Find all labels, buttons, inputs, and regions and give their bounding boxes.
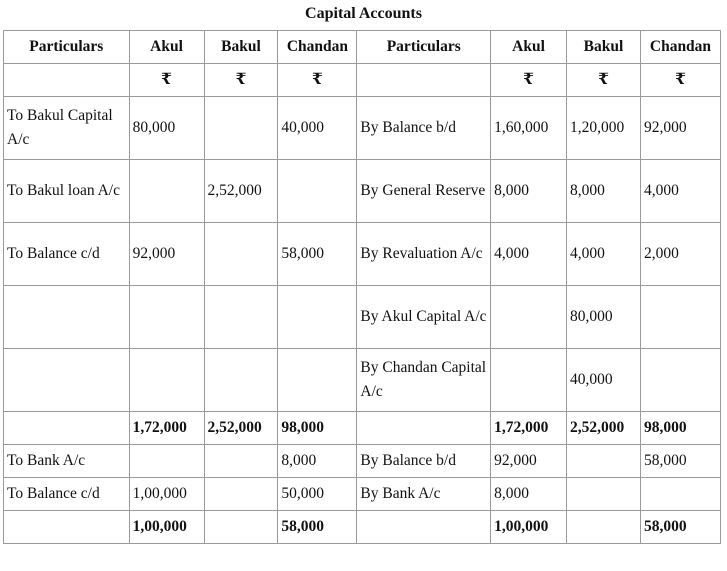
table-cell [4, 511, 130, 544]
table-cell: To Bakul loan A/c [4, 160, 130, 223]
table-cell: 58,000 [278, 223, 357, 286]
table-cell: 80,000 [567, 286, 641, 349]
table-cell: By Bank A/c [357, 478, 491, 511]
total-cell: 58,000 [640, 511, 720, 544]
total-cell [567, 511, 641, 544]
col-bakul-cr: Bakul [567, 31, 641, 64]
currency-symbol: ₹ [491, 64, 567, 97]
total-cell: 98,000 [640, 412, 720, 445]
table-cell: 1,20,000 [567, 97, 641, 160]
total-cell [204, 511, 278, 544]
table-cell: 92,000 [129, 223, 204, 286]
currency-symbol: ₹ [204, 64, 278, 97]
table-cell: 2,52,000 [204, 160, 278, 223]
total-cell: 2,52,000 [567, 412, 641, 445]
table-cell [129, 160, 204, 223]
table-cell: By Akul Capital A/c [357, 286, 491, 349]
table-cell [204, 478, 278, 511]
table-cell: 4,000 [567, 223, 641, 286]
table-cell: 92,000 [491, 445, 567, 478]
table-cell [567, 445, 641, 478]
table-cell [640, 478, 720, 511]
table-cell [567, 478, 641, 511]
table-cell [640, 286, 720, 349]
table-row [4, 445, 721, 478]
table-cell: 80,000 [129, 97, 204, 160]
total-cell: 1,72,000 [129, 412, 204, 445]
table-cell: 40,000 [567, 349, 641, 412]
col-akul-dr: Akul [129, 31, 204, 64]
table-cell: 8,000 [491, 478, 567, 511]
table-row [4, 160, 721, 223]
total-cell: 98,000 [278, 412, 357, 445]
table-cell: 92,000 [640, 97, 720, 160]
table-cell: 50,000 [278, 478, 357, 511]
table-cell [278, 286, 357, 349]
table-cell: To Balance c/d [4, 223, 130, 286]
table-cell: 4,000 [491, 223, 567, 286]
table-row [4, 478, 721, 511]
table-cell [278, 160, 357, 223]
table-cell [491, 349, 567, 412]
table-cell [357, 412, 491, 445]
table-cell: 1,00,000 [129, 478, 204, 511]
table-row [4, 286, 721, 349]
table-cell: By Revaluation A/c [357, 223, 491, 286]
capital-accounts-table [3, 30, 721, 544]
table-cell [278, 349, 357, 412]
table-cell: 8,000 [491, 160, 567, 223]
table-cell [204, 349, 278, 412]
table-cell: 2,000 [640, 223, 720, 286]
table-cell [4, 286, 130, 349]
col-particulars-dr: Particulars [4, 31, 130, 64]
table-cell: 1,60,000 [491, 97, 567, 160]
col-particulars-cr: Particulars [357, 31, 491, 64]
table-cell: By Balance b/d [357, 445, 491, 478]
total-row [4, 412, 721, 445]
total-cell: 1,72,000 [491, 412, 567, 445]
col-akul-cr: Akul [491, 31, 567, 64]
table-title: Capital Accounts [305, 5, 422, 22]
table-cell: By General Reserve [357, 160, 491, 223]
table-cell [129, 286, 204, 349]
table-cell: To Balance c/d [4, 478, 130, 511]
table-row [4, 349, 721, 412]
table-cell [129, 445, 204, 478]
table-cell: To Bakul Capital A/c [4, 97, 130, 160]
currency-symbol: ₹ [278, 64, 357, 97]
currency-symbol: ₹ [129, 64, 204, 97]
table-row [4, 223, 721, 286]
table-cell [4, 349, 130, 412]
header-row [4, 31, 721, 64]
table-cell [640, 349, 720, 412]
table-cell: 8,000 [278, 445, 357, 478]
table-cell [129, 349, 204, 412]
table-cell: By Chandan Capital A/c [357, 349, 491, 412]
table-cell [204, 445, 278, 478]
total-cell: 58,000 [278, 511, 357, 544]
col-chandan-dr: Chandan [278, 31, 357, 64]
table-cell [4, 64, 130, 97]
total-cell: 1,00,000 [491, 511, 567, 544]
table-cell: 4,000 [640, 160, 720, 223]
table-cell: By Balance b/d [357, 97, 491, 160]
table-cell [204, 223, 278, 286]
table-cell: 8,000 [567, 160, 641, 223]
table-row [4, 97, 721, 160]
table-cell: 58,000 [640, 445, 720, 478]
col-chandan-cr: Chandan [640, 31, 720, 64]
table-cell [204, 97, 278, 160]
table-cell [204, 286, 278, 349]
total-cell: 2,52,000 [204, 412, 278, 445]
currency-symbol: ₹ [567, 64, 641, 97]
table-cell [491, 286, 567, 349]
currency-symbol: ₹ [640, 64, 720, 97]
table-cell: To Bank A/c [4, 445, 130, 478]
total-row [4, 511, 721, 544]
table-cell [357, 511, 491, 544]
col-bakul-dr: Bakul [204, 31, 278, 64]
table-cell [4, 412, 130, 445]
table-cell [357, 64, 491, 97]
currency-row [4, 64, 721, 97]
total-cell: 1,00,000 [129, 511, 204, 544]
table-cell: 40,000 [278, 97, 357, 160]
